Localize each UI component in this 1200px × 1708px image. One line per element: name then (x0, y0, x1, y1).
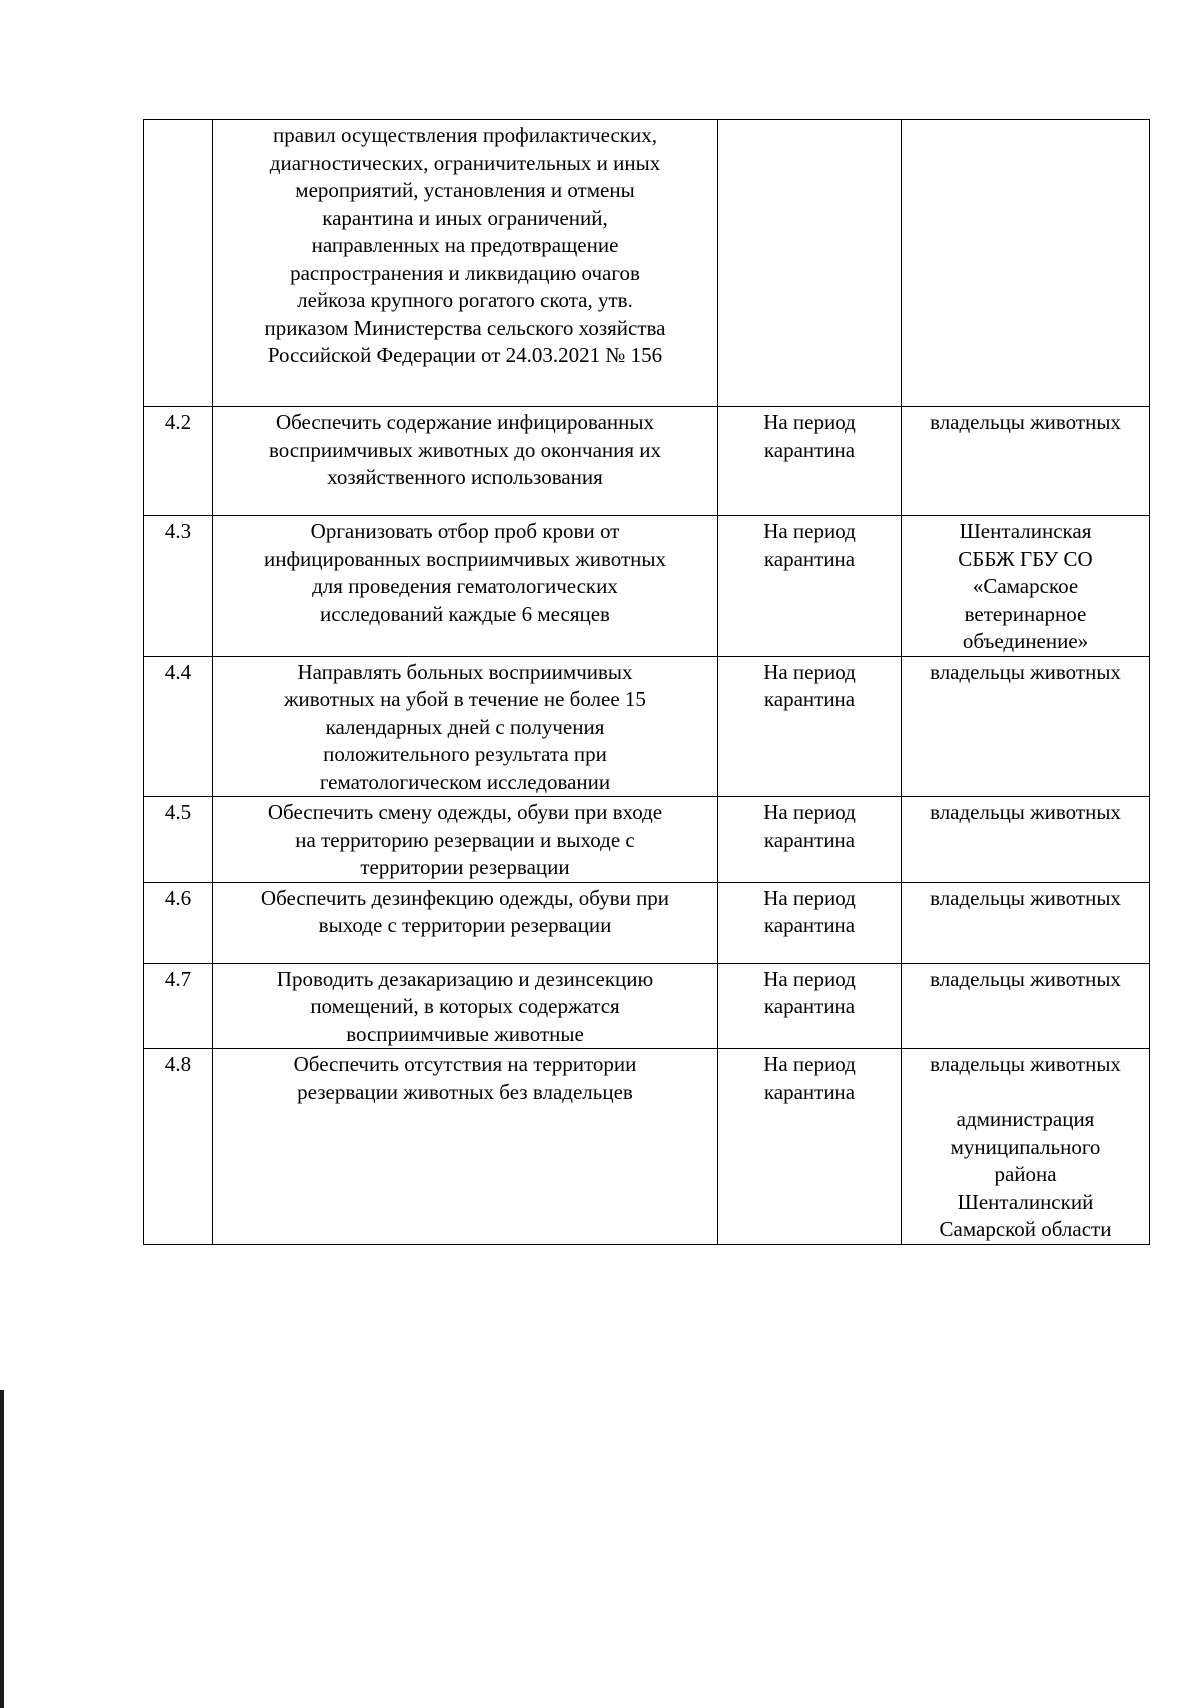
row-number-cell (144, 656, 213, 797)
cell-text-line: На период (763, 885, 856, 910)
cell-text-line: инфицированных восприимчивых животных (263, 546, 667, 571)
cell-text-line: резервации животных без владельцев (297, 1079, 633, 1104)
scan-edge-shadow (0, 1390, 4, 1708)
cell-text-line: гематологическом исследовании (319, 769, 611, 794)
cell-text-line: направленных на предотвращение (311, 233, 619, 257)
cell-text-line: Шенталинский (957, 1189, 1094, 1214)
measures-table (143, 119, 1150, 1245)
measure-cell (213, 516, 718, 657)
row-number-cell (144, 516, 213, 657)
cell-text-line: для проведения гематологических (312, 574, 618, 598)
cell-text-line: СББЖ ГБУ СО (958, 546, 1093, 571)
cell-text-line: На период (763, 410, 856, 434)
cell-text-line: владельцы животных (930, 659, 1121, 684)
table-row (144, 797, 1150, 883)
cell-text-line: карантина (763, 437, 856, 462)
cell-text-line: Обеспечить содержание инфицированных (275, 410, 655, 434)
row-number-cell (144, 963, 213, 1049)
cell-text-line: Российской Федерации от 24.03.2021 № 156 (267, 343, 663, 367)
cell-text-line: муниципального (950, 1134, 1101, 1159)
term-cell (718, 516, 902, 657)
cell-text-line: карантина (763, 687, 856, 711)
table-row (144, 656, 1150, 797)
measure-cell (213, 882, 718, 963)
cell-text-line: объединение» (962, 629, 1089, 653)
row-number-text: 4.8 (164, 1052, 192, 1076)
cell-text-line: помещений, в которых содержатся (310, 994, 620, 1018)
cell-text-line: календарных дней с получения (325, 714, 605, 739)
table-row (144, 120, 1150, 407)
responsible-cell (902, 963, 1150, 1049)
table-row (144, 1049, 1150, 1245)
cell-text-line: владельцы животных (930, 800, 1121, 824)
row-number-text: 4.4 (164, 659, 192, 684)
table-row (144, 882, 1150, 963)
term-cell (718, 882, 902, 963)
row-number-text: 4.3 (164, 519, 192, 543)
cell-text-line: Обеспечить дезинфекцию одежды, обуви при (260, 885, 670, 910)
row-number-cell (144, 882, 213, 963)
cell-text-line: карантина (763, 994, 856, 1018)
cell-text-line: На период (763, 1052, 856, 1076)
cell-text-line: территории резервации (360, 855, 570, 879)
cell-text-line: правил осуществления профилактических, (273, 123, 657, 147)
cell-text-line: владельцы животных (930, 966, 1121, 991)
term-cell (718, 120, 902, 407)
row-number-text: 4.6 (164, 885, 192, 910)
cell-text-line: Проводить дезакаризацию и дезинсекцию (276, 966, 654, 991)
table-row (144, 963, 1150, 1049)
row-number-text: 4.7 (164, 966, 192, 991)
responsible-cell (902, 516, 1150, 657)
cell-text-line: администрация (956, 1107, 1095, 1131)
cell-text-line: На период (763, 800, 856, 824)
cell-text-line: На период (763, 659, 856, 684)
responsible-cell (902, 1049, 1150, 1245)
cell-text-line: Направлять больных восприимчивых (297, 659, 633, 684)
cell-text-line: владельцы животных (930, 410, 1121, 434)
row-number-cell (144, 120, 213, 407)
responsible-cell (902, 656, 1150, 797)
cell-text-line: Обеспечить отсутствия на территории (293, 1052, 637, 1076)
measure-cell (213, 963, 718, 1049)
term-cell (718, 797, 902, 883)
cell-text-line: мероприятий, установления и отмены (295, 178, 635, 202)
cell-text-line: Организовать отбор проб крови от (310, 519, 620, 543)
cell-text-line: хозяйственного использования (327, 465, 603, 489)
cell-text-line: На период (763, 966, 856, 991)
row-number-text: 4.2 (164, 410, 192, 434)
cell-text-line: Обеспечить смену одежды, обуви при входе (267, 800, 663, 824)
cell-text-line: лейкоза крупного рогатого скота, утв. (297, 288, 633, 312)
row-number-cell (144, 407, 213, 516)
term-cell (718, 407, 902, 516)
cell-text-line: «Самарское (972, 574, 1079, 598)
cell-text-line: карантина (763, 546, 856, 571)
measure-cell (213, 407, 718, 516)
responsible-cell (902, 797, 1150, 883)
table-row (144, 516, 1150, 657)
cell-text-line: района (994, 1162, 1057, 1186)
term-cell (718, 963, 902, 1049)
cell-text-line: Шенталинская (959, 519, 1092, 543)
cell-text-line: Самарской области (939, 1217, 1112, 1241)
cell-text-line: животных на убой в течение не более 15 (284, 687, 646, 711)
responsible-cell (902, 120, 1150, 407)
measures-table-body (144, 120, 1150, 1245)
cell-text-line: приказом Министерства сельского хозяйства (264, 315, 666, 340)
cell-text-line: владельцы животных (930, 1052, 1121, 1076)
term-cell (718, 1049, 902, 1245)
cell-text-line: исследований каждые 6 месяцев (320, 601, 610, 626)
measure-cell (213, 797, 718, 883)
cell-text-line: карантина (763, 1079, 856, 1104)
cell-text-line: положительного результата при (323, 742, 607, 766)
row-number-text: 4.5 (164, 800, 192, 824)
cell-text-line: карантина и иных ограничений, (322, 205, 608, 230)
cell-text-line: восприимчивых животных до окончания их (268, 437, 662, 462)
cell-text-line: ветеринарное (964, 601, 1087, 626)
cell-text-line: На период (763, 519, 856, 543)
table-row (144, 407, 1150, 516)
cell-text-line: диагностических, ограничительных и иных (269, 150, 661, 175)
cell-text-line: на территорию резервации и выходе с (295, 827, 635, 852)
cell-text-line: карантина (763, 827, 856, 852)
measure-cell (213, 656, 718, 797)
term-cell (718, 656, 902, 797)
cell-text-line: распространения и ликвидацию очагов (290, 260, 640, 285)
responsible-cell (902, 407, 1150, 516)
cell-text-line: карантина (763, 913, 856, 937)
cell-spacer (908, 1079, 1143, 1107)
row-number-cell (144, 1049, 213, 1245)
responsible-cell (902, 882, 1150, 963)
measure-cell (213, 120, 718, 407)
measure-cell (213, 1049, 718, 1245)
cell-text-line: владельцы животных (930, 885, 1121, 910)
cell-text-line: выходе с территории резервации (318, 913, 612, 937)
cell-text-line: восприимчивые животные (346, 1021, 584, 1046)
row-number-cell (144, 797, 213, 883)
